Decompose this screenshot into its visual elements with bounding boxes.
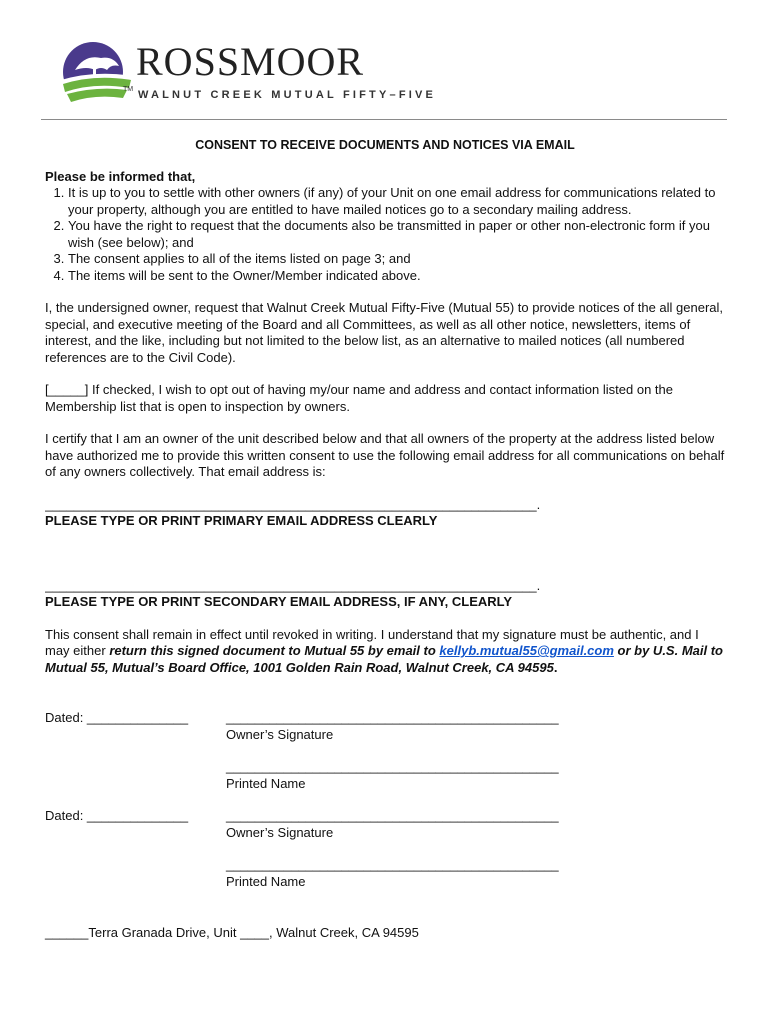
- printed-name-label: Printed Name: [226, 776, 306, 791]
- board-email-link[interactable]: kellyb.mutual55@gmail.com: [439, 643, 614, 658]
- primary-email-label: PLEASE TYPE OR PRINT PRIMARY EMAIL ADDRESS CLEARLY: [45, 513, 438, 528]
- intro-text: Please be informed that,: [45, 168, 196, 184]
- owner-signature-label: Owner’s Signature: [226, 727, 334, 742]
- document-body: [45, 137, 725, 676]
- printed-name-line[interactable]: ______________________________________________: [226, 759, 559, 774]
- printed-name-label: Printed Name: [226, 874, 306, 889]
- document-title: CONSENT TO RECEIVE DOCUMENTS AND NOTICES VIA EMAIL: [195, 138, 575, 152]
- list-item: 4. The items will be sent to the Owner/Member indicated above.: [68, 268, 725, 285]
- request-paragraph: I, the undersigned owner, request that Walnut Creek Mutual Fifty-Five (Mutual 55) to provide notices of the all general, special, and executive meeting of the Board and all Committees, as well as all other notice, newsletters, items of interest, and the like, including but not limited to the below list, as an alternative to mailed notices (all numbered references are to the Civil Code).: [45, 300, 724, 365]
- info-list: [45, 185, 725, 284]
- printed-name-line[interactable]: ______________________________________________: [226, 857, 559, 872]
- unit-address-line[interactable]: ______Terra Granada Drive, Unit ____, Walnut Creek, CA 94595: [45, 925, 419, 940]
- consent-return-instruction: return this signed document to Mutual 55 by email to: [109, 643, 440, 658]
- consent-paragraph: [45, 627, 725, 677]
- dated-field[interactable]: Dated: ______________: [45, 808, 189, 823]
- consent-text: This consent shall remain in effect until revoked in writing. I understand that my signature must be authentic, and I may either: [45, 626, 699, 658]
- brand-title: ROSSMOOR: [136, 39, 365, 84]
- primary-email-field[interactable]: ____________________________________________________________________.: [45, 496, 541, 512]
- owner-signature-line[interactable]: ______________________________________________: [226, 710, 559, 725]
- consent-mail-instruction: or by U.S. Mail to Mutual 55, Mutual’s Board Office, 1001 Golden Rain Road, Walnut Creek, CA 94595: [45, 643, 723, 675]
- opt-out-paragraph[interactable]: [_____] If checked, I wish to opt out of having my/our name and address and contact information listed on the Membership list that is open to inspection by owners.: [45, 382, 673, 414]
- trademark-mark: TM: [123, 86, 134, 93]
- brand-subtitle: WALNUT CREEK MUTUAL FIFTY–FIVE: [138, 89, 437, 101]
- secondary-email-label: PLEASE TYPE OR PRINT SECONDARY EMAIL ADDRESS, IF ANY, CLEARLY: [45, 594, 513, 609]
- list-item: 2. You have the right to request that the documents also be transmitted in paper or other non-electronic form if you wish (see below); and: [68, 218, 725, 251]
- dated-field[interactable]: Dated: ______________: [45, 710, 189, 725]
- owner-signature-line[interactable]: ______________________________________________: [226, 808, 559, 823]
- list-item: 1. It is up to you to settle with other owners (if any) of your Unit on one email address for communications related to your property, although you are entitled to have mailed notices go to a secondary mailing address.: [68, 185, 725, 218]
- letterhead: [0, 0, 770, 120]
- header-divider: [41, 119, 727, 120]
- list-item: 3. The consent applies to all of the items listed on page 3; and: [68, 251, 725, 268]
- rossmoor-logo-icon: [55, 40, 135, 106]
- owner-signature-label: Owner’s Signature: [226, 825, 334, 840]
- secondary-email-field[interactable]: ____________________________________________________________________.: [45, 577, 541, 593]
- consent-period: .: [553, 659, 558, 675]
- certify-paragraph: I certify that I am an owner of the unit described below and that all owners of the property at the address listed below have authorized me to provide this written consent to use the following email address for all communications on behalf of any owners collectively. That email address is:: [45, 431, 725, 479]
